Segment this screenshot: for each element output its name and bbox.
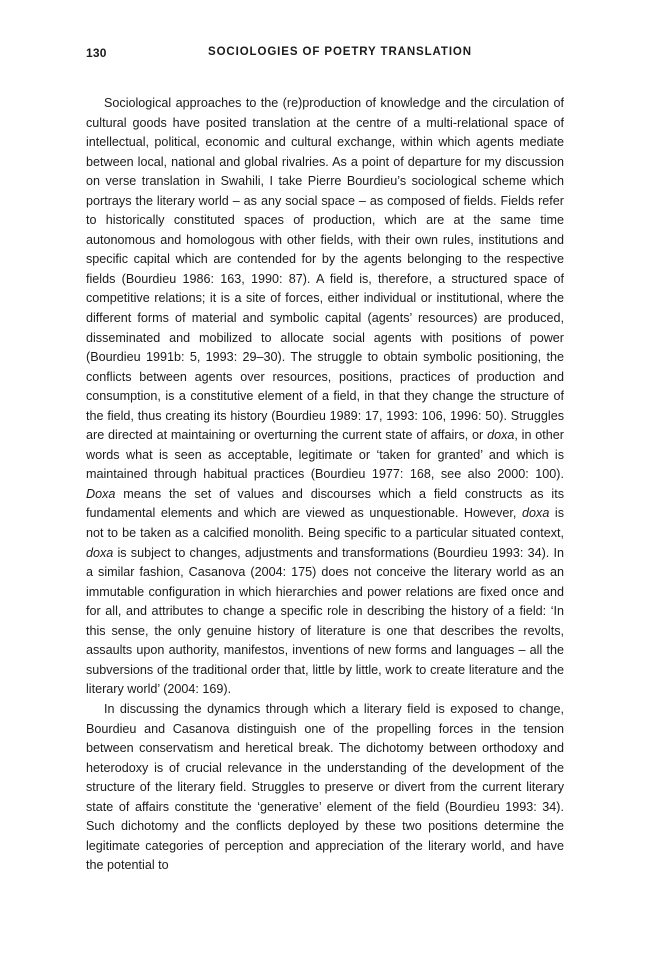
paragraph-segment: , in other words what is seen as acceptable, legitimate or ‘taken for granted’ and which is maintained through habitual practices (Bourdieu 1977: 168, see also 2000: 100). [86, 428, 564, 482]
paragraph [86, 700, 564, 876]
paragraph-segment-italic: doxa [487, 428, 515, 443]
paragraph-segment: is subject to changes, adjustments and transformations (Bourdieu 1993: 34). In a similar fashion, Casanova (2004: 175) does not conceive the literary world as an immutable configuration in which hierarchies and power relations are fixed once and for all, and attributes to change a specific role in describing the history of a field: ‘In this sense, the only genuine history of literature is one that describes the revolts, assaults upon authority, manifestos, inventions of new forms and languages – all the subversions of the traditional order that, little by little, work to create literature and the literary world’ (2004: 169). [86, 545, 564, 697]
paragraph-segment: is not to be taken as a calcified monolith. Being specific to a particular situated context, [86, 506, 565, 541]
paragraph-segment: Sociological approaches to the (re)production of knowledge and the circulation of cultural goods have posited translation at the centre of a multi-relational space of intellectual, political, economic and cultural exchange, within which agents mediate between local, national and global rivalries. As a point of departure for my discussion on verse translation in Swahili, I take Pierre Bourdieu’s sociological scheme which portrays the literary world – as any social space – as composed of fields. Fields refer to historically constituted spaces of production, which are at the same time autonomous and homologous with other fields, with their own rules, institutions and specific capital which are contended for by the agents belonging to the respective fields (Bourdieu 1986: 163, 1990: 87). A field is, therefore, a structured space of competitive relations; it is a site of forces, either individual or institutional, where the different forms of material and symbolic capital (agents’ resources) are produced, disseminated and mobilized to allocate social agents with positions of power (Bourdieu 1991b: 5, 1993: 29–30). The struggle to obtain symbolic positioning, the conflicts between agents over resources, positions, practices of production and consumption, is a constitutive element of a field, in that they change the structure of the field, thus creating its history (Bourdieu 1989: 17, 1993: 106, 1996: 50). Struggles are directed at maintaining or overturning the current state of affairs, or [86, 96, 564, 443]
paragraph-segment: means the set of values and discourses which a field constructs as its fundamental elements and which are viewed as unquestionable. However, [86, 486, 564, 521]
paragraph-segment-italic: doxa [86, 545, 114, 560]
body-text [86, 94, 564, 876]
paragraph-segment-italic: Doxa [86, 486, 116, 501]
paragraph-segment: In discussing the dynamics through which a literary field is exposed to change, Bourdieu and Casanova distinguish one of the propelling forces in the tension between conservatism and heretical break. The dichotomy between orthodoxy and heterodoxy is of crucial relevance in the understanding of the development of the structure of the literary field. Struggles to preserve or divert from the current literary state of affairs constitute the ‘generative’ element of the field (Bourdieu 1993: 34). Such dichotomy and the conflicts deployed by these two positions determine the legitimate categories of perception and appreciation of the literary world, and have the potential to [86, 701, 564, 873]
page-number: 130 [86, 46, 107, 60]
paragraph-segment-italic: doxa [522, 506, 550, 521]
running-title: SOCIOLOGIES OF POETRY TRANSLATION [208, 46, 472, 58]
running-header [86, 46, 564, 64]
paragraph [86, 94, 564, 700]
